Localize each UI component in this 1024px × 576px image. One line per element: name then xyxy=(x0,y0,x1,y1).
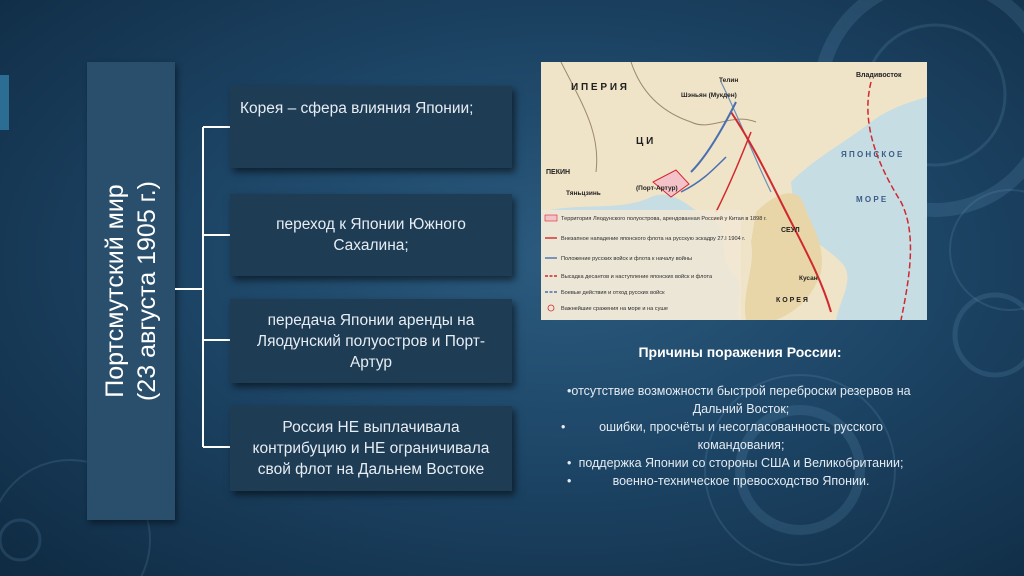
term-text: переход к Японии Южного Сахалина; xyxy=(276,216,466,254)
legend-item-3: Положение русских войск и флота к началу войны xyxy=(561,256,692,262)
term-card-korea xyxy=(230,86,512,168)
term-text: Корея – сфера влияния Японии; xyxy=(240,100,474,117)
cause-text: поддержка Японии со стороны США и Великобритании; xyxy=(578,456,904,470)
legend-item-5: Боевые действия и отход русских войск xyxy=(561,290,665,296)
map-label-korea: К О Р Е Я xyxy=(776,297,808,304)
cause-item xyxy=(555,382,927,418)
legend-item-4: Высадка десантов и наступление японских войск и флота xyxy=(561,274,713,280)
cause-text: военно-техническое превосходство Японии. xyxy=(612,474,870,488)
term-card-sakhalin xyxy=(230,194,512,276)
map-label-vladivostok: Владивосток xyxy=(856,72,902,79)
vertical-title-line1: Портсмутский мир xyxy=(101,184,129,398)
map-label-empire: И П Е Р И Я xyxy=(571,82,627,93)
war-map xyxy=(541,62,927,320)
map-label-telin: Телин xyxy=(719,77,739,84)
cause-item xyxy=(555,454,927,472)
map-label-mukden: Шэньян (Мукден) xyxy=(681,92,737,99)
map-drawing xyxy=(541,62,927,320)
legend-item-1: Территория Ляодунского полуострова, арендованная Россией у Китая в 1898 г. xyxy=(561,216,767,222)
map-label-beijing: ПЕКИН xyxy=(546,169,571,176)
term-text: Россия НЕ выплачивала контрибуцию и НЕ ограничивала свой флот на Дальнем Востоке xyxy=(252,419,490,478)
legend-item-2: Внезапное нападение японского флота на русскую эскадру 27.I 1904 г. xyxy=(561,236,746,242)
map-label-japan-sea-2: М О Р Е xyxy=(856,195,887,204)
legend-item-6: Важнейшие сражения на море и на суше xyxy=(561,306,668,312)
causes-list xyxy=(555,382,927,490)
vertical-title-line2: (23 августа 1905 г.) xyxy=(133,180,161,402)
map-label-port-arthur: (Порт-Артур) xyxy=(636,185,678,192)
term-card-contribution xyxy=(230,406,512,491)
causes-title: Причины поражения России: xyxy=(638,344,842,360)
map-label-kusan: Кусан xyxy=(799,275,818,282)
cause-text: ошибки, просчёты и несогласованность русского командования; xyxy=(599,420,883,452)
map-label-tyanjin: Тяньцзинь xyxy=(566,190,601,197)
map-label-seoul: СЕУЛ xyxy=(781,227,800,234)
term-card-liaodong xyxy=(230,299,512,383)
cause-text: отсутствие возможности быстрой переброски резервов на Дальний Восток; xyxy=(571,384,911,416)
term-text: передача Японии аренды на Ляодунский полуостров и Порт-Артур xyxy=(256,311,486,371)
map-label-japan-sea-1: Я П О Н С К О Е xyxy=(841,150,903,159)
cause-item xyxy=(555,472,927,490)
cause-item xyxy=(555,418,927,454)
map-label-china: Ц И xyxy=(636,136,654,147)
